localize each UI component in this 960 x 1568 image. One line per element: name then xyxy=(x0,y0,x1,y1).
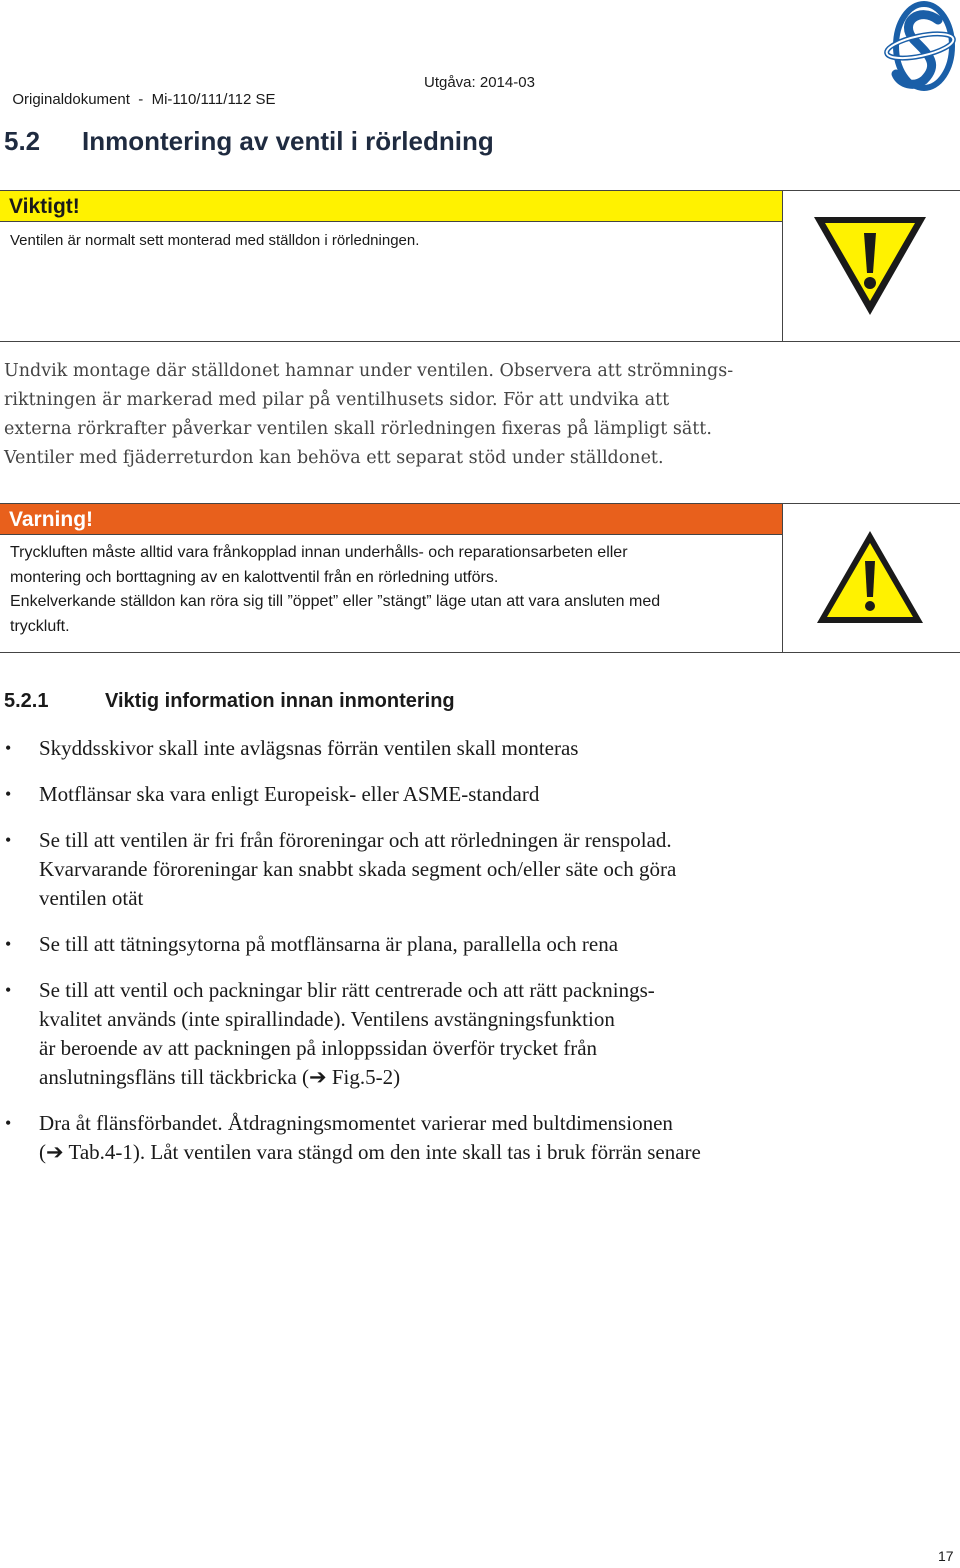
list-item-line: Se till att ventil och packningar blir rätt centrerade och att rätt packnings- xyxy=(39,978,655,1002)
section-heading xyxy=(4,126,494,157)
list-item xyxy=(0,976,900,1092)
list-item-line: kvalitet används (inte spirallindade). Ventilens avstängningsfunktion xyxy=(39,1007,615,1031)
list-item-line: Dra åt flänsförbandet. Åtdragningsmomentet varierar med bultdimensionen xyxy=(39,1111,673,1135)
list-item xyxy=(0,780,900,809)
list-item xyxy=(0,1109,900,1167)
bullet-icon: • xyxy=(5,980,12,1000)
warning-line: Tryckluften måste alltid vara frånkopplad innan underhålls- och reparationsarbeten eller xyxy=(10,544,628,561)
page-header xyxy=(4,74,535,125)
paragraph-line: externa rörkrafter påverkar ventilen skall rörledningen fixeras på lämpligt sätt. xyxy=(4,419,712,439)
important-message: Ventilen är normalt sett monterad med ställdon i rörledningen. xyxy=(10,232,420,249)
list-item-line: är beroende av att packningen på inloppssidan överför trycket från xyxy=(39,1036,598,1060)
list-item-line: ventilen otät xyxy=(39,886,144,910)
list-item-line: (➔ Tab.4-1). Låt ventilen vara stängd om den inte skall tas i bruk förrän senare xyxy=(39,1140,701,1164)
subsection-heading xyxy=(4,690,455,713)
important-heading: Viktigt! xyxy=(0,191,782,222)
subsection-title: Viktig information innan inmontering xyxy=(105,690,455,712)
warning-message xyxy=(10,541,770,639)
paragraph-line: riktningen är markerad med pilar på ventilhusets sidor. För att undvika att xyxy=(4,390,670,410)
warning-line: Enkelverkande ställdon kan röra sig till ”öppet” eller ”stängt” läge utan att vara ansluten med xyxy=(10,593,661,610)
warning-triangle-icon xyxy=(815,529,925,625)
document-reference: Originaldokument - Mi-110/111/112 SE xyxy=(12,91,276,108)
list-item xyxy=(0,734,900,763)
installation-paragraph xyxy=(4,357,794,473)
list-item-line: Se till att ventilen är fri från föroreningar och att rörledningen är renspolad. xyxy=(39,828,672,852)
bullet-icon: • xyxy=(5,934,12,954)
bullet-icon: • xyxy=(5,738,12,758)
bullet-icon: • xyxy=(5,830,12,850)
list-item-line: anslutningsfläns till täckbricka (➔ Fig.5-2) xyxy=(39,1065,401,1089)
paragraph-line: Ventiler med fjäderreturdon kan behöva ett separat stöd under ställdonet. xyxy=(4,448,664,468)
bullet-icon: • xyxy=(5,1113,12,1133)
important-notice-box xyxy=(0,190,960,342)
warning-notice-box xyxy=(0,503,960,653)
paragraph-line: Undvik montage där ställdonet hamnar under ventilen. Observera att strömnings- xyxy=(4,361,734,381)
list-item-line: Kvarvarande föroreningar kan snabbt skada segment och/eller säte och göra xyxy=(39,857,677,881)
box-divider xyxy=(782,191,783,341)
page-number: 17 xyxy=(938,1548,954,1564)
list-item xyxy=(0,826,900,913)
bullet-icon: • xyxy=(5,784,12,804)
bullet-list xyxy=(0,734,900,1184)
list-item-line: Se till att tätningsytorna på motflänsarna är plana, parallella och rena xyxy=(39,932,619,956)
warning-line: montering och borttagning av en kalottventil från en rörledning utförs. xyxy=(10,568,499,586)
list-item-line: Skyddsskivor skall inte avlägsnas förrän ventilen skall monteras xyxy=(39,736,579,760)
metso-valve-logo-icon xyxy=(880,0,960,96)
warning-line: tryckluft. xyxy=(10,617,70,635)
warning-heading: Varning! xyxy=(0,504,782,535)
list-item xyxy=(0,930,900,959)
list-item-line: Motflänsar ska vara enligt Europeisk- eller ASME-standard xyxy=(39,782,540,806)
edition-date: Utgåva: 2014-03 xyxy=(424,74,535,91)
section-number: 5.2 xyxy=(4,126,41,156)
section-title: Inmontering av ventil i rörledning xyxy=(82,126,494,156)
box-divider xyxy=(782,504,783,652)
subsection-number: 5.2.1 xyxy=(4,690,49,712)
warning-triangle-icon xyxy=(812,215,928,317)
